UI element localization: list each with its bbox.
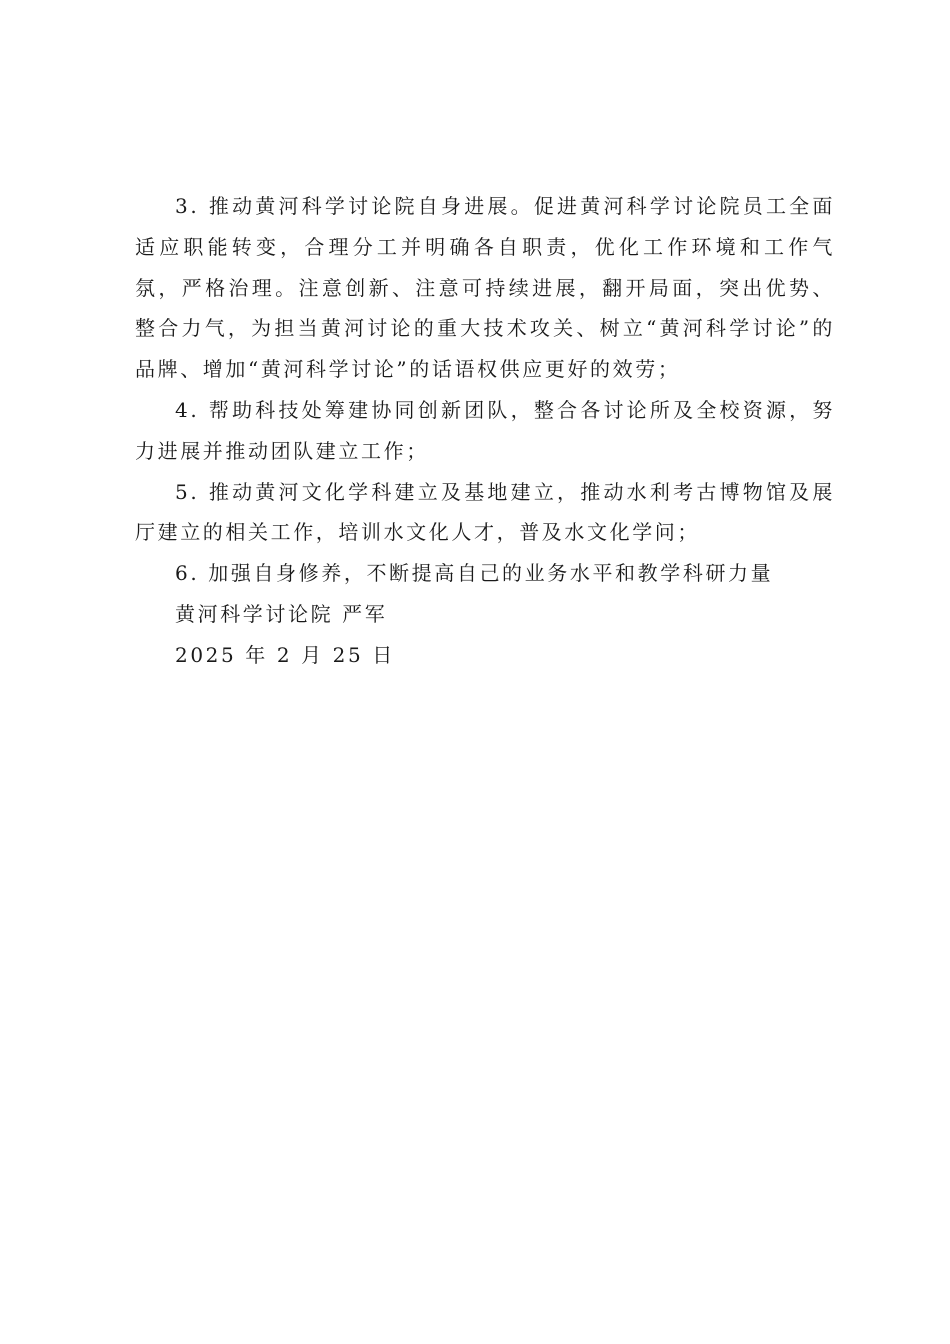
document-body bbox=[135, 186, 835, 676]
paragraph-item-5: 5. 推动黄河文化学科建立及基地建立，推动水利考古博物馆及展厅建立的相关工作，培训水文化人才，普及水文化学问； bbox=[135, 479, 835, 545]
paragraph-item-6: 6. 加强自身修养，不断提高自己的业务水平和教学科研力量 bbox=[175, 561, 774, 586]
paragraph-item-4: 4. 帮助科技处筹建协同创新团队，整合各讨论所及全校资源，努力进展并推动团队建立工作； bbox=[135, 397, 835, 463]
signature: 黄河科学讨论院 严军 bbox=[175, 601, 388, 626]
date: 2025 年 2 月 25 日 bbox=[175, 642, 395, 667]
paragraph-item-3: 3. 推动黄河科学讨论院自身进展。促进黄河科学讨论院员工全面适应职能转变，合理分工并明确各自职责，优化工作环境和工作气氛，严格治理。注意创新、注意可持续进展，翻开局面，突出优势、整合力气，为担当黄河讨论的重大技术攻关、树立“黄河科学讨论”的品牌、增加“黄河科学讨论”的话语权供应更好的效劳； bbox=[135, 194, 835, 382]
